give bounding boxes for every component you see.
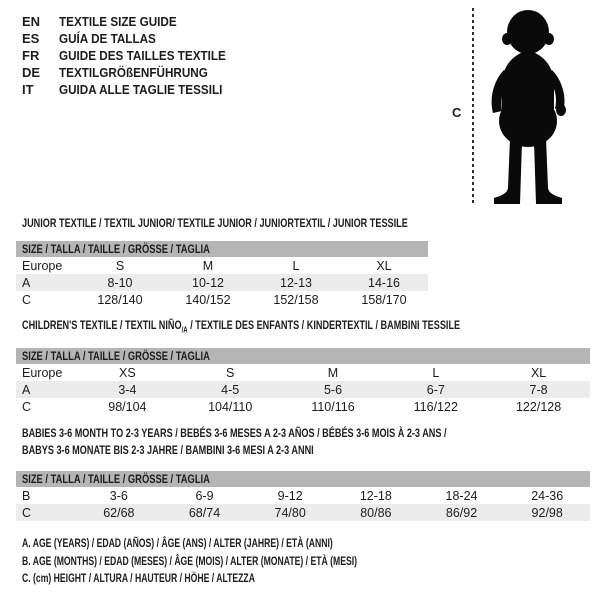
lang-code: EN [22,14,41,29]
table-row [16,504,590,521]
table-cell: 116/122 [413,399,458,414]
heading-text: / TEXTILE DES ENFANTS / KINDERTEXTIL / BAMBINI TESSILE [187,318,461,332]
lang-label: GUIDA ALLE TAGLIE TESSILI [59,82,223,97]
table-cell: 92/98 [531,505,563,520]
table-cell: L [432,365,440,380]
lang-row-it [22,81,244,98]
row-label: B [22,488,31,503]
lang-label: TEXTILGRÖßENFÜHRUNG [59,65,208,80]
row-label: Europe [22,258,63,273]
table-row [16,364,590,381]
junior-table-heading: JUNIOR TEXTILE / TEXTIL JUNIOR/ TEXTILE JUNIOR / JUNIORTEXTIL / JUNIOR TESSILE [22,216,408,230]
lang-label: TEXTILE SIZE GUIDE [59,14,177,29]
table-cell: 74/80 [274,505,306,520]
table-cell: 9-12 [277,488,303,503]
row-label: C [22,505,32,520]
table-cell: 158/170 [361,292,407,307]
junior-table [16,241,428,308]
size-header-bar [16,348,590,364]
babies-table [16,471,590,521]
table-cell: 10-12 [192,275,224,290]
footnote-c: C. (cm) HEIGHT / ALTURA / HAUTEUR / HÖHE / ALTEZZA [22,571,255,585]
size-header-label: SIZE / TALLA / TAILLE / GRÖSSE / TAGLIA [22,242,210,256]
table-cell: 18-24 [445,488,478,503]
table-cell: 6-7 [426,382,445,397]
table-cell: 128/140 [97,292,143,307]
table-cell: 3-6 [109,488,128,503]
height-dashed-line [472,8,474,205]
table-cell: 14-16 [368,275,400,290]
size-header-label: SIZE / TALLA / TAILLE / GRÖSSE / TAGLIA [22,349,210,363]
row-label: Europe [22,365,63,380]
table-cell: 12-18 [359,488,392,503]
size-header-label: SIZE / TALLA / TAILLE / GRÖSSE / TAGLIA [22,472,210,486]
table-cell: XL [376,258,392,273]
heading-subscript: /A [181,325,188,335]
lang-code: DE [22,65,41,80]
babies-table-heading-line2: BABYS 3-6 MONATE BIS 2-3 JAHRE / BAMBINI 3-6 MESI A 2-3 ANNI [22,443,314,457]
table-cell: XS [119,365,136,380]
table-cell: L [292,258,300,273]
table-cell: 4-5 [221,382,240,397]
lang-code: ES [22,31,40,46]
lang-code: FR [22,48,40,63]
table-cell: S [115,258,125,273]
table-cell: XL [530,365,547,380]
table-cell: 110/116 [311,399,355,414]
heading-text: CHILDREN'S TEXTILE / TEXTIL NIÑO [22,318,182,332]
table-cell: 68/74 [188,505,221,520]
table-cell: 98/104 [108,399,147,414]
footnote-a: A. AGE (YEARS) / EDAD (AÑOS) / ÂGE (ANS) / ALTER (JAHRE) / ETÀ (ANNI) [22,536,333,550]
table-cell: 80/86 [360,505,392,520]
row-label: C [22,399,32,414]
table-cell: 140/152 [185,292,231,307]
table-cell: 24-36 [531,488,564,503]
table-cell: 86/92 [445,505,478,520]
table-cell: 12-13 [280,275,312,290]
language-list [22,13,244,98]
row-label: A [22,382,31,397]
table-cell: M [327,365,339,380]
height-measure-label: C [452,105,462,120]
table-row [16,257,428,274]
children-table-heading [22,318,460,334]
table-row [16,398,590,415]
babies-table-heading-line1: BABIES 3-6 MONTH TO 2-3 YEARS / BEBÉS 3-6 MESES A 2-3 AÑOS / BÉBÉS 3-6 MOIS À 2-3 ANS / [22,426,447,440]
table-row [16,381,590,398]
lang-label: GUIDE DES TAILLES TEXTILE [59,48,226,63]
row-label: C [22,292,32,307]
table-cell: 5-6 [323,382,343,397]
table-cell: S [226,365,235,380]
baby-silhouette-icon [482,6,578,206]
row-label: A [22,275,31,290]
lang-row-fr [22,47,244,64]
table-cell: M [202,258,214,273]
table-row [16,274,428,291]
table-cell: 8-10 [107,275,133,290]
lang-row-en [22,13,244,30]
footnote-b: B. AGE (MONTHS) / EDAD (MESES) / ÂGE (MOIS) / ALTER (MONATE) / ETÀ (MESI) [22,553,358,568]
table-cell: 104/110 [208,399,253,414]
table-cell: 3-4 [118,382,137,397]
table-cell: 152/158 [273,292,319,307]
table-cell: 62/68 [103,505,135,520]
footnotes [22,536,487,589]
children-table [16,348,590,415]
table-cell: 6-9 [195,488,214,503]
lang-row-de [22,64,244,81]
table-row [16,291,428,308]
table-row [16,487,590,504]
lang-label: GUÍA DE TALLAS [59,31,156,46]
lang-code: IT [22,82,34,97]
table-cell: 122/128 [515,399,562,414]
size-header-bar [16,471,590,487]
size-header-bar [16,241,428,257]
table-cell: 7-8 [529,382,548,397]
lang-row-es [22,30,244,47]
